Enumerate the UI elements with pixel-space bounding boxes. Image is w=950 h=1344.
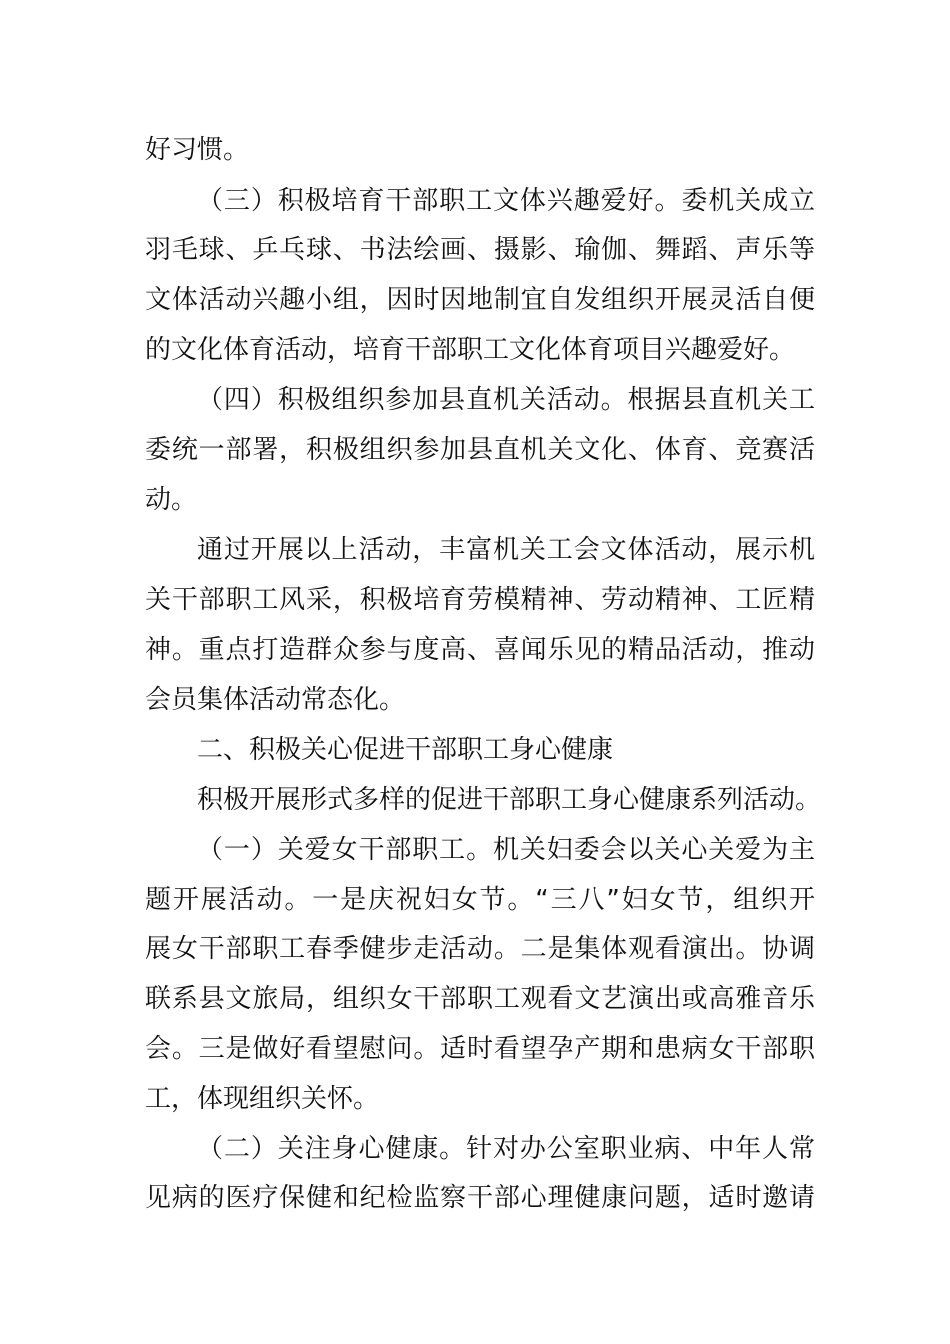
text-line: （二）关注身心健康。针对办公室职业病、中年人常 — [197, 1134, 815, 1164]
text-line: （四）积极组织参加县直机关活动。根据县直机关工 — [197, 385, 815, 415]
text-line: 好习惯。 — [145, 135, 250, 165]
text-line: 积极开展形式多样的促进干部职工身心健康系列活动。 — [197, 785, 822, 815]
text-line: （三）积极培育干部职工文体兴趣爱好。委机关成立 — [197, 186, 815, 216]
text-line: 会。三是做好看望慰问。适时看望孕产期和患病女干部职 — [145, 1034, 815, 1064]
text-line: 委统一部署，积极组织参加县直机关文化、体育、竞赛活 — [145, 435, 815, 465]
section-heading: 二、积极关心促进干部职工身心健康 — [197, 735, 614, 765]
text-line: （一）关爱女干部职工。机关妇委会以关心关爱为主 — [197, 835, 815, 865]
text-line: 联系县文旅局，组织女干部职工观看文艺演出或高雅音乐 — [145, 984, 815, 1014]
text-line: 见病的医疗保健和纪检监察干部心理健康问题，适时邀请 — [145, 1183, 815, 1213]
text-line: 展女干部职工春季健步走活动。二是集体观看演出。协调 — [145, 934, 815, 964]
text-line: 会员集体活动常态化。 — [145, 685, 406, 715]
text-line: 的文化体育活动，培育干部职工文化体育项目兴趣爱好。 — [145, 335, 796, 365]
text-line: 羽毛球、乒乓球、书法绘画、摄影、瑜伽、舞蹈、声乐等 — [145, 235, 815, 265]
text-line: 工，体现组织关怀。 — [145, 1084, 380, 1114]
text-line: 文体活动兴趣小组，因时因地制宜自发组织开展灵活自便 — [145, 285, 815, 315]
text-line: 题开展活动。一是庆祝妇女节。“三八”妇女节，组织开 — [145, 885, 815, 915]
text-line: 动。 — [145, 485, 198, 515]
text-line: 关干部职工风采，积极培育劳模精神、劳动精神、工匠精 — [145, 585, 815, 615]
text-line: 通过开展以上活动，丰富机关工会文体活动，展示机 — [197, 535, 815, 565]
text-line: 神。重点打造群众参与度高、喜闻乐见的精品活动，推动 — [145, 635, 815, 665]
